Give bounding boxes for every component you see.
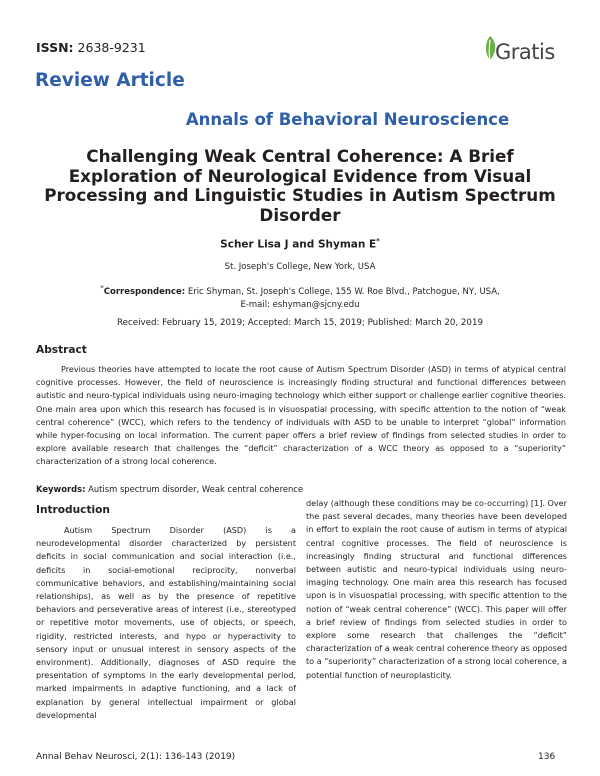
journal-name: Annals of Behavioral Neuroscience bbox=[185, 110, 510, 129]
introduction-column-2: delay (although these conditions may be co-occurring) [1]. Over the past several decades, many theories have been developed in effort to explain the root cause of autism in terms of atypical central cognitive processes. The field of neuroscience is increasingly finding structural and functional differences between autistic and neuro-typical individuals using neuro-imaging technology. One main area this research has focused upon is in visuospatial processing, with specific attention to the notion of “weak central coherence” (WCC). This paper will offer a brief review of findings from selected studies in order to explore some research that challenges the “deficit” characterization of a weak central coherence theory as opposed to a “superiority” characterization of a strong local coherence, a potential function of neuroplasticity. bbox=[306, 498, 567, 680]
introduction-heading: Introduction bbox=[36, 504, 110, 516]
correspondence-mark: * bbox=[100, 284, 104, 292]
correspondence bbox=[0, 282, 600, 312]
correspondence-label: Correspondence: bbox=[103, 286, 186, 297]
affiliation: St. Joseph's College, New York, USA bbox=[224, 262, 376, 272]
authors bbox=[0, 237, 600, 251]
abstract-heading: Abstract bbox=[36, 344, 87, 356]
article-title: Challenging Weak Central Coherence: A Brief Exploration of Neurological Evidence from Visual Processing and Linguistic Studies in Autism Spectrum Disorder bbox=[44, 146, 556, 225]
abstract-body: Previous theories have attempted to locate the root cause of Autism Spectrum Disorder (ASD) in terms of atypical central cognitive processes. However, the field of neuroscience is increasingly finding structural and functional differences between autistic and neuro-typical individuals using neuro-imaging technology which either support or challenge earlier cognitive theories. One main area upon which this research has focused is in visuospatial processing, with specific attention to the notion of “weak central coherence” (WCC), which refers to the tendency of individuals with ASD to be unable to interpret “global” information while hyper-focusing on local information. The current paper offers a brief review of findings from selected studies in order to explore available research that challenges the “deficit” characterization of a WCC theory as opposed to a “superiority” characterization of a strong local coherence. bbox=[36, 364, 566, 467]
page-number: 136 bbox=[538, 752, 556, 762]
keywords-label: Keywords: bbox=[36, 484, 86, 494]
issn-label: ISSN: bbox=[36, 40, 74, 55]
issn-value: 2638-9231 bbox=[77, 40, 146, 55]
keywords-text: Autism spectrum disorder, Weak central coherence bbox=[88, 484, 304, 494]
publisher-logo bbox=[479, 30, 569, 70]
keywords bbox=[36, 484, 303, 494]
footer-citation: Annal Behav Neurosci, 2(1): 136-143 (2019) bbox=[36, 752, 236, 762]
correspondence-text: Eric Shyman, St. Joseph's College, 155 W. Roe Blvd., Patchogue, NY, USA, bbox=[187, 286, 500, 297]
correspondence-email: E-mail: eshyman@sjcny.edu bbox=[240, 299, 360, 310]
issn bbox=[36, 40, 146, 55]
publisher-name: Gratis bbox=[495, 40, 555, 64]
author-names: Scher Lisa J and Shyman E bbox=[220, 238, 377, 251]
introduction-column-1: Autism Spectrum Disorder (ASD) is a neurodevelopmental disorder characterized by persistent deficits in social communication and social interaction (i.e., deficits in social-emotional reciprocity, nonverbal communicative behaviors, and establishing/maintaining social relationships), as well as by the presence of repetitive behaviors and perseverative areas of interest (i.e., stereotyped or repetitive motor movements, use of objects, or speech, rigidity, restricted interests, and hypo or hyperactivity to sensory input or unusual interest in sensory aspects of the environment). Additionally, diagnoses of ASD require the presentation of symptoms in the early developmental period, marked impairments in adaptive functioning, and a lack of explanation by general intellectual impairment or global developmental bbox=[36, 525, 296, 720]
publication-dates: Received: February 15, 2019; Accepted: March 15, 2019; Published: March 20, 2019 bbox=[116, 318, 484, 328]
article-type: Review Article bbox=[35, 70, 185, 91]
authors-mark: * bbox=[376, 237, 380, 245]
